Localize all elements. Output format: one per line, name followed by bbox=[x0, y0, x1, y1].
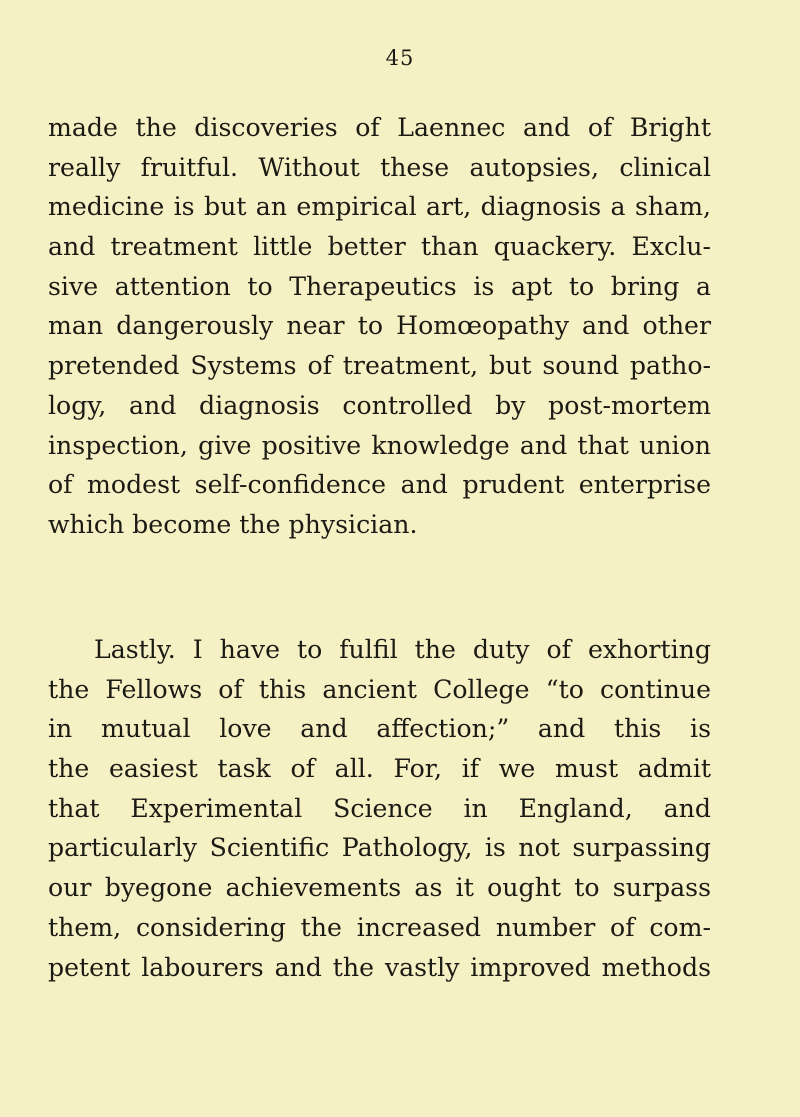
text-line: made the discoveries of Laennec and of Bright bbox=[48, 113, 711, 142]
text-line: Lastly. I have to fulfil the duty of exhorting bbox=[94, 635, 711, 664]
text-line: them, considering the increased number of com- bbox=[48, 912, 711, 942]
text-line: logy, and diagnosis controlled by post-mortem bbox=[48, 390, 711, 420]
text-line: which become the physician. bbox=[48, 509, 418, 539]
text-line: the Fellows of this ancient College “to continue bbox=[48, 674, 711, 704]
text-line: particularly Scientific Pathology, is not surpassing bbox=[48, 833, 711, 863]
page-number: 45 bbox=[385, 46, 415, 70]
text-line: and treatment little better than quackery. Exclu- bbox=[48, 232, 711, 262]
text-line: our byegone achievements as it ought to surpass bbox=[48, 873, 711, 903]
text-line: of modest self-confidence and prudent enterprise bbox=[48, 470, 711, 500]
text-line: really fruitful. Without these autopsies, clinical bbox=[48, 152, 711, 182]
text-line: man dangerously near to Homœopathy and other bbox=[48, 311, 711, 341]
text-line: sive attention to Therapeutics is apt to bring a bbox=[48, 271, 711, 301]
text-line: medicine is but an empirical art, diagnosis a sham, bbox=[48, 192, 711, 222]
text-line: inspection, give positive knowledge and that union bbox=[48, 430, 711, 460]
text-line: petent labourers and the vastly improved methods bbox=[48, 952, 711, 982]
text-line: the easiest task of all. For, if we must admit bbox=[48, 754, 711, 784]
text-line: in mutual love and affection;” and this is bbox=[48, 714, 711, 744]
paragraph bbox=[48, 108, 711, 545]
text-line: pretended Systems of treatment, but sound patho- bbox=[48, 351, 711, 381]
paragraph bbox=[48, 630, 711, 987]
text-line: that Experimental Science in England, and bbox=[48, 793, 711, 823]
